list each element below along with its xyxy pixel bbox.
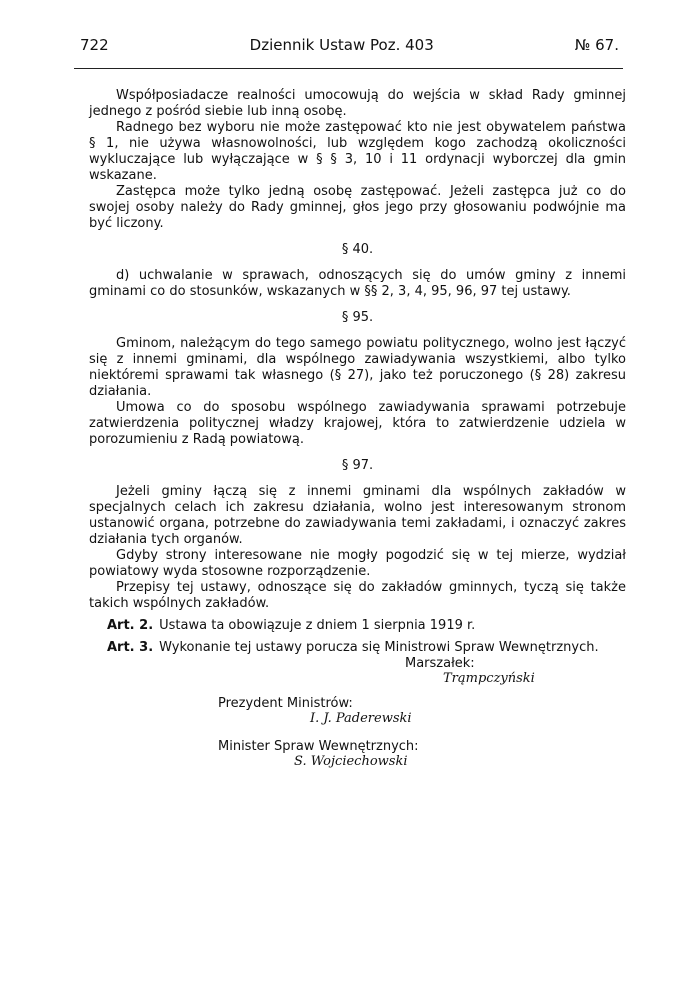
paragraph: Radnego bez wyboru nie może zastępować kto nie jest obywatelem państwa § 1, nie używa własnowolności, lub względem kogo zachodzą okoliczności wykluczające lub wyłączające w § § 3, 10 i 11 ordynacji wyborczej dla gmin wskazane. <box>89 120 626 183</box>
section-heading: § 97. <box>341 458 374 473</box>
signature-prime-minister <box>218 696 412 726</box>
paragraph: Zastępca może tylko jedną osobę zastępować. Jeżeli zastępca już co do swojej osoby należy do Rady gminnej, głos jego przy głosowaniu podwójnie ma być liczony. <box>89 184 626 231</box>
signature-title: Marszałek: <box>405 656 475 671</box>
issue-number: № 67. <box>574 36 619 54</box>
signature-name: I. J. Paderewski <box>310 711 412 726</box>
article-text: Ustawa ta obowiązuje z dniem 1 sierpnia 1919 r. <box>159 618 476 633</box>
article-label: Art. 3. <box>107 640 154 655</box>
article-label: Art. 2. <box>107 618 154 633</box>
signature-name: S. Wojciechowski <box>294 754 408 769</box>
article-text: Wykonanie tej ustawy porucza się Ministrowi Spraw Wewnętrznych. <box>159 640 599 655</box>
paragraph: d) uchwalanie w sprawach, odnoszących się do umów gminy z innemi gminami co do stosunków, wskazanych w §§ 2, 3, 4, 95, 96, 97 tej ustawy. <box>89 268 626 299</box>
paragraph: Umowa co do sposobu wspólnego zawiadywania sprawami potrzebuje zatwierdzenia politycznej władzy krajowej, która to zatwierdzenie udziela w porozumieniu z Radą powiatową. <box>89 400 626 447</box>
paragraph: Przepisy tej ustawy, odnoszące się do zakładów gminnych, tyczą się także takich wspólnych zakładów. <box>89 580 626 611</box>
paragraph: Gminom, należącym do tego samego powiatu politycznego, wolno jest łączyć się z innemi gminami, dla wspólnego zawiadywania wszystkiemi, albo tylko niektóremi sprawami tak własnego (§ 27), jako też poruczonego (§ 28) zakresu działania. <box>89 336 626 399</box>
article <box>89 640 626 656</box>
signature-marshal <box>405 656 535 686</box>
article <box>89 618 626 634</box>
paragraph: Współposiadacze realności umocowują do wejścia w skład Rady gminnej jednego z pośród siebie lub inną osobę. <box>89 88 626 119</box>
paragraph: Gdyby strony interesowane nie mogły pogodzić się w tej mierze, wydział powiatowy wyda stosowne rozporządzenie. <box>89 548 626 579</box>
signature-name: Trąmpczyński <box>443 671 535 686</box>
signature-title: Prezydent Ministrów: <box>218 696 353 711</box>
paragraph: Jeżeli gminy łączą się z innemi gminami dla wspólnych zakładów w specjalnych celach ich zakresu działania, wolno jest interesowanym stronom ustanowić organa, potrzebne do zawiadywania temi zakładami, i oznaczyć zakres działania tych organów. <box>89 484 626 547</box>
header-rule <box>74 68 623 69</box>
signature-interior-minister <box>218 739 419 769</box>
page-header <box>80 34 619 56</box>
journal-title: Dziennik Ustaw Poz. 403 <box>249 36 434 54</box>
page-number: 722 <box>80 36 109 54</box>
section-heading: § 40. <box>341 242 374 257</box>
section-heading: § 95. <box>341 310 374 325</box>
signature-title: Minister Spraw Wewnętrznych: <box>218 739 419 754</box>
document-body <box>89 88 626 656</box>
